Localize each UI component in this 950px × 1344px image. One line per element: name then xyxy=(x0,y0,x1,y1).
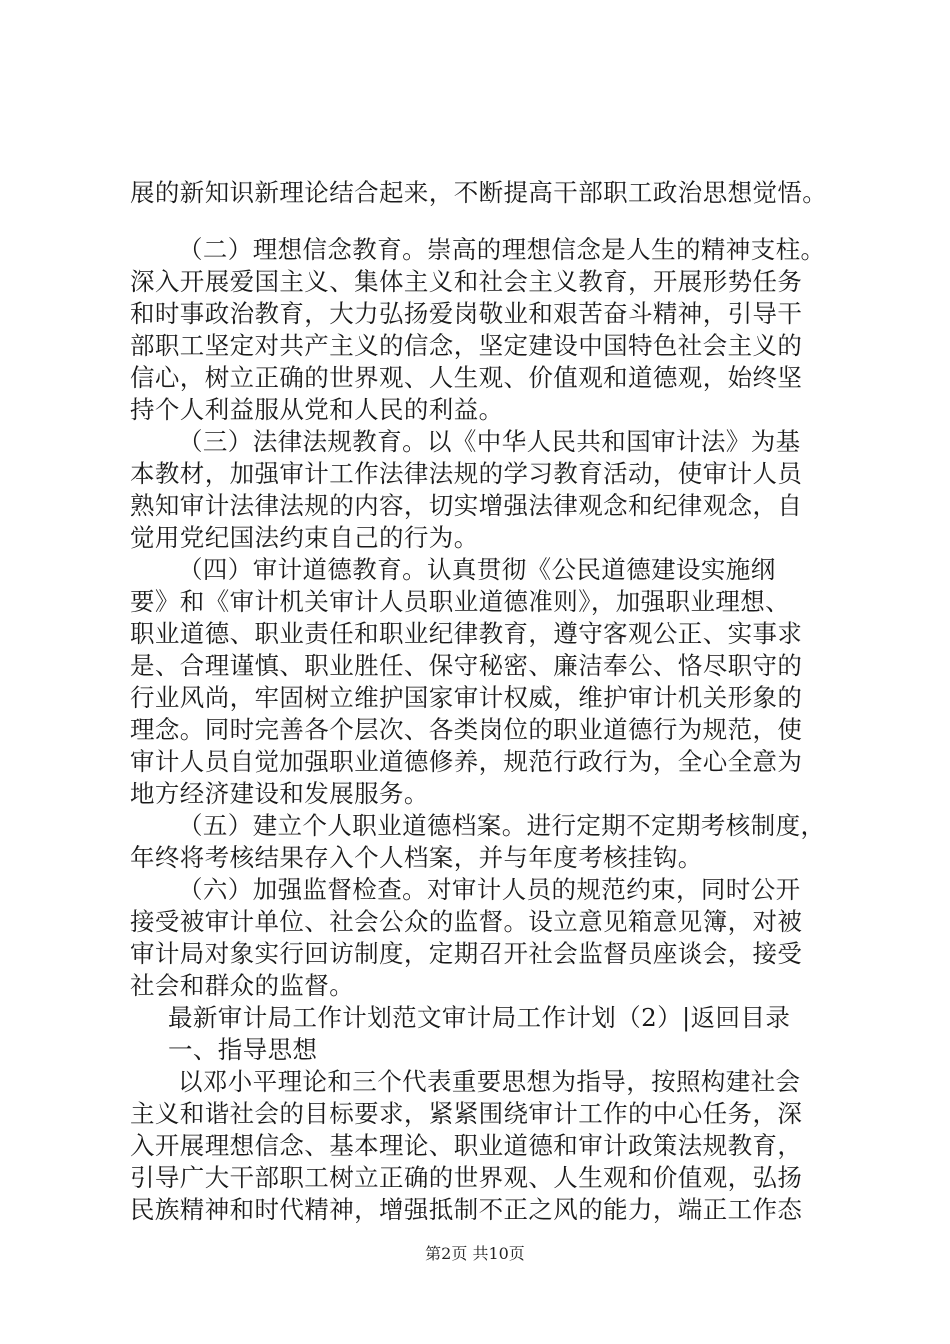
text-line: 接受被审计单位、社会公众的监督。设立意见箱意见簿，对被 xyxy=(130,907,803,936)
text-line: 持个人利益服从党和人民的利益。 xyxy=(130,395,504,424)
text-line: 行业风尚，牢固树立维护国家审计权威，维护审计机关形象的 xyxy=(130,683,803,712)
text-line: （六）加强监督检查。对审计人员的规范约束，同时公开 xyxy=(178,875,801,904)
text-line: 深入开展爱国主义、集体主义和社会主义教育，开展形势任务 xyxy=(130,267,803,296)
text-line: 展的新知识新理论结合起来，不断提高干部职工政治思想觉悟。 xyxy=(130,178,828,207)
text-line: （四）审计道德教育。认真贯彻《公民道德建设实施纲 xyxy=(178,555,776,584)
text-line: 年终将考核结果存入个人档案，并与年度考核挂钩。 xyxy=(130,843,703,872)
text-line: 是、合理谨慎、职业胜任、保守秘密、廉洁奉公、恪尽职守的 xyxy=(130,651,803,680)
section-heading: 最新审计局工作计划范文审计局工作计划（2）|返回目录 xyxy=(168,1003,791,1032)
text-line: 以邓小平理论和三个代表重要思想为指导，按照构建社会 xyxy=(178,1067,801,1096)
text-line: 引导广大干部职工树立正确的世界观、人生观和价值观，弘扬 xyxy=(130,1163,803,1192)
text-line: 要》和《审计机关审计人员职业道德准则》，加强职业理想、 xyxy=(130,587,791,616)
text-line: 觉用党纪国法约束自己的行为。 xyxy=(130,523,479,552)
text-line: 熟知审计法律法规的内容，切实增强法律观念和纪律观念，自 xyxy=(130,491,803,520)
text-line: 社会和群众的监督。 xyxy=(130,971,355,1000)
text-line: 审计人员自觉加强职业道德修养，规范行政行为，全心全意为 xyxy=(130,747,803,776)
text-line: 主义和谐社会的目标要求，紧紧围绕审计工作的中心任务，深 xyxy=(130,1099,803,1128)
text-line: 理念。同时完善各个层次、各类岗位的职业道德行为规范，使 xyxy=(130,715,803,744)
text-line: （五）建立个人职业道德档案。进行定期不定期考核制度， xyxy=(178,811,826,840)
text-line: 地方经济建设和发展服务。 xyxy=(130,779,429,808)
text-line: （二）理想信念教育。崇高的理想信念是人生的精神支柱。 xyxy=(178,235,826,264)
text-line: 职业道德、职业责任和职业纪律教育，遵守客观公正、实事求 xyxy=(130,619,803,648)
text-line: 民族精神和时代精神，增强抵制不正之风的能力，端正工作态 xyxy=(130,1195,803,1224)
page-number-footer: 第2页 共10页 xyxy=(425,1244,525,1263)
text-line: 审计局对象实行回访制度，定期召开社会监督员座谈会，接受 xyxy=(130,939,803,968)
text-line: 和时事政治教育，大力弘扬爱岗敬业和艰苦奋斗精神，引导干 xyxy=(130,299,803,328)
text-line: 信心，树立正确的世界观、人生观、价值观和道德观，始终坚 xyxy=(130,363,803,392)
text-line: 本教材，加强审计工作法律法规的学习教育活动，使审计人员 xyxy=(130,459,803,488)
section-heading: 一、指导思想 xyxy=(168,1035,318,1064)
text-line: 部职工坚定对共产主义的信念，坚定建设中国特色社会主义的 xyxy=(130,331,803,360)
text-line: （三）法律法规教育。以《中华人民共和国审计法》为基 xyxy=(178,427,801,456)
text-line: 入开展理想信念、基本理论、职业道德和审计政策法规教育， xyxy=(130,1131,803,1160)
